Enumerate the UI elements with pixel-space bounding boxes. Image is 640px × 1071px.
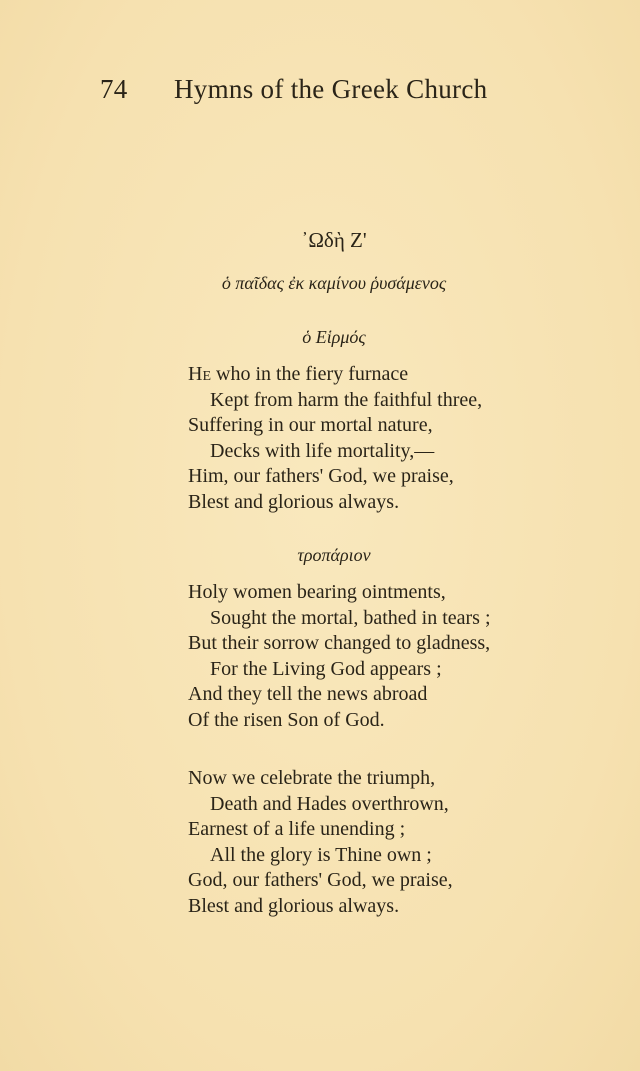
troparion-stanza-2 bbox=[188, 766, 568, 919]
verse-line-text: who in the fiery furnace bbox=[211, 363, 409, 385]
verse-line: And they tell the news abroad bbox=[188, 683, 428, 705]
greek-subtitle: ὁ παῖδας ἐκ καμίνου ῥυσάμενος bbox=[221, 273, 447, 293]
troparion-stanza-1 bbox=[188, 580, 568, 733]
irmos-label: ὁ Εἱρμός bbox=[302, 327, 366, 347]
verse-line: Decks with life mortality,— bbox=[210, 439, 435, 462]
ode-title: ᾿Ωδὴ Ζ' bbox=[301, 228, 367, 252]
verse-line: Blest and glorious always. bbox=[188, 490, 400, 513]
first-word-initial: He bbox=[188, 363, 211, 385]
verse-line: Of the risen Son of God. bbox=[188, 708, 385, 731]
verse-line: Him, our fathers' God, we praise, bbox=[188, 465, 454, 487]
verse-line: God, our fathers' God, we praise, bbox=[188, 869, 453, 891]
verse-line: Suffering in our mortal nature, bbox=[188, 414, 433, 436]
verse-line: Blest and glorious always. bbox=[188, 894, 400, 917]
verse-line: Now we celebrate the triumph, bbox=[188, 767, 436, 789]
verse-line: Kept from harm the faithful three, bbox=[210, 388, 483, 411]
page-header bbox=[100, 74, 540, 114]
verse-line: Death and Hades overthrown, bbox=[210, 792, 449, 815]
verse-line: Sought the mortal, bathed in tears ; bbox=[210, 606, 491, 629]
verse-line: All the glory is Thine own ; bbox=[210, 843, 432, 866]
irmos-stanza bbox=[188, 362, 568, 515]
running-title: Hymns of the Greek Church bbox=[174, 74, 488, 104]
troparion-label: τροπάριον bbox=[297, 545, 371, 565]
page-number: 74 bbox=[100, 74, 128, 104]
verse-line: For the Living God appears ; bbox=[210, 657, 442, 680]
verse-line: Holy women bearing ointments, bbox=[188, 581, 446, 603]
verse-line: Earnest of a life unending ; bbox=[188, 818, 406, 840]
verse-line: But their sorrow changed to gladness, bbox=[188, 632, 491, 654]
verse-line bbox=[188, 362, 568, 388]
